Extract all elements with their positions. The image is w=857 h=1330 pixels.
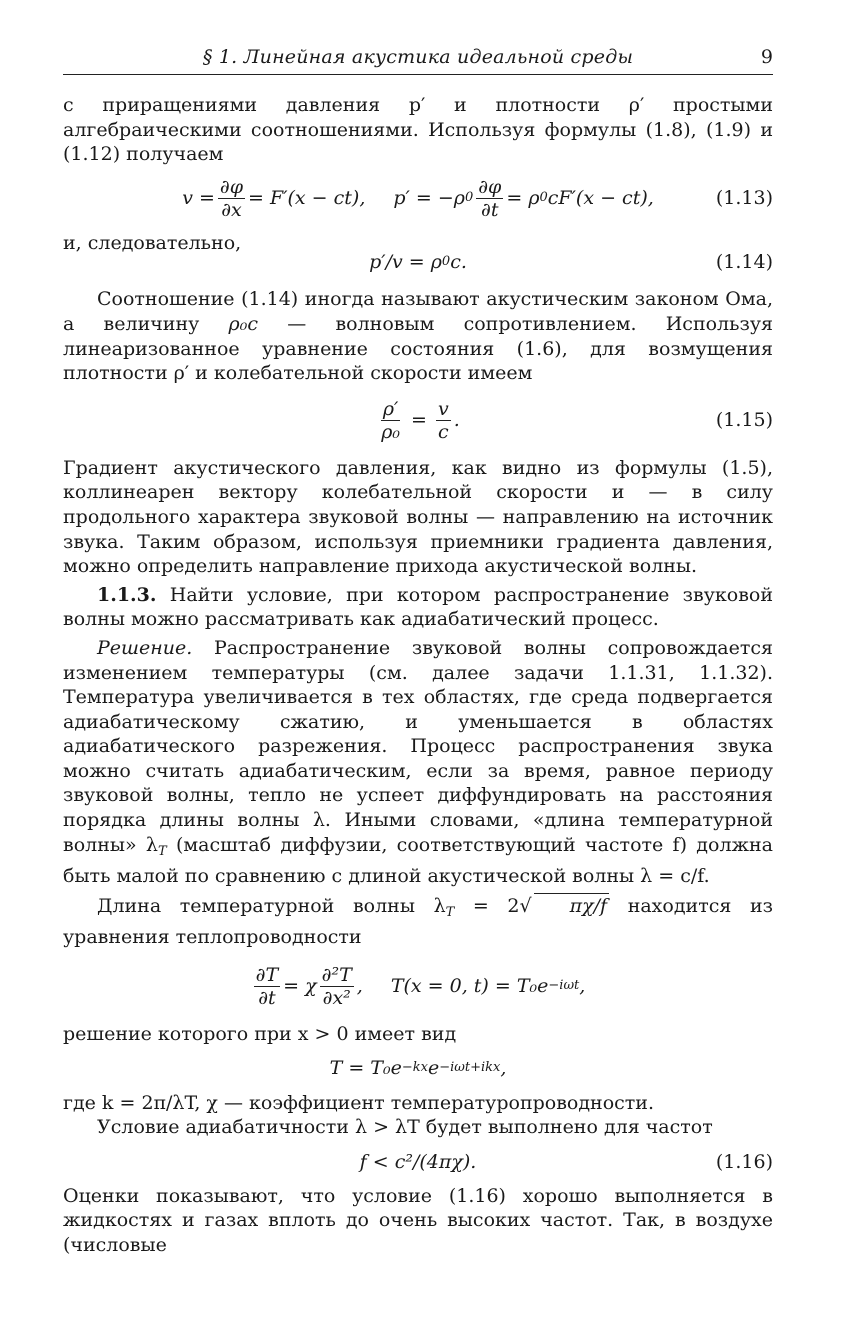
eq13-fraction [218,176,245,221]
eq13-end: = ρ [506,187,540,210]
eq15-top: ρ′ [382,398,399,421]
paragraph-9: где k = 2π/λT, χ — коэффициент температуропроводности. [63,1091,655,1114]
eq13-end2: cF′(x − ct), [547,187,654,210]
eq14-b: c. [450,251,467,274]
eq13-frac-bot: ∂x [221,199,242,222]
eq13-frac2-bot: ∂t [481,199,499,222]
body-text [63,93,773,1258]
paragraph-1: с приращениями давления p′ и плотности ρ′ простыми алгебраическими соотношениями. Используя формулы (1.8), (1.9) и (1.12) получаем [63,94,773,166]
eq15-bot: ρ₀ [381,421,400,444]
eq13-frac-top: ∂φ [219,176,244,199]
paragraph-11: Оценки показывают, что условие (1.16) хорошо выполняется в жидкостях и газах вплоть до очень высоких частот. Так, в воздухе (числовые [63,1184,773,1256]
paragraph-4: Градиент акустического давления, как видно из формулы (1.5), коллинеарен вектору колебательной скорости и — в силу продольного характера звуковой волны — направлению на источник звука. Таким образом, используя приемники градиента давления, можно определить направление прихода акустической волны. [63,456,773,578]
paragraph-3: Соотношение (1.14) иногда называют акустическим законом Ома, а величину ρ₀c — волновым сопротивлением. Используя линеаризованное уравнение состояния (1.6), для возмущения плотности ρ′ и колебательной скорости имеем [63,288,773,385]
eq15-top2: v [438,398,449,421]
equation-1-13: v = $\frac{\partial\varphi}{\partial x}$ = F′(x − ct), p′ = −ρ 0 $\frac{\partial\varphi}{\partial t}$ = ρ 0 cF′(x − ct), (1.13) [182,176,773,222]
eq13-sub0: 0 [464,190,474,206]
eq15-bot2: c [438,421,449,444]
paragraph-10: Условие адиабатичности λ > λT будет выполнено для частот [97,1116,713,1139]
paragraph-2: и, следовательно, [63,231,242,254]
eq13-fraction-2 [476,176,503,221]
equation-number-1-16: (1.16) [715,1150,773,1173]
eq13-mid: = F′(x − ct), [248,187,366,210]
problem-1-1-3: 1.1.3. Найти условие, при котором распространение звуковой волны можно рассматривать как адиабатический процесс. [63,583,773,631]
equation-heat: $\frac{\partial T}{\partial t}$ = χ $\frac{\text{∂²T}}{\text{∂x²}}$ , T(x = 0, t) = T₀e −iωt , [255,963,586,1009]
page-number: 9 [760,46,773,68]
equation-1-14: p′/v = ρ 0 c. (1.14) [369,251,773,274]
equation-1-16: f < c²/(4πχ). (1.16) [359,1150,773,1173]
solution-paragraph: Решение. Распространение звуковой волны сопровождается изменением температуры (см. далее задачи 1.1.31, 1.1.32). Температура увеличивается в тех областях, где среда подвергается адиабатическому сжатию, и уменьшается в областях адиабатического разрежения. Процесс распространения звука можно считать адиабатическим, если за время, равное периоду звуковой волны, тепло не успеет диффундировать на расстояния порядка длины волны λ. Иными словами, «длина температурной волны» $\lambda_T$ (масштаб диффузии, соответствующий частоте f) должна быть малой по сравнению с длиной акустической волны λ = c/f. [63,636,773,888]
equation-solution: T = T₀e −kx e −iωt+ikx , [329,1057,507,1080]
paragraph-8: решение которого при x > 0 имеет вид [63,1023,457,1046]
eq13-frac2-top: ∂φ [478,176,502,199]
eq14-a: p′/v = ρ [369,251,442,274]
section-title: § 1. Линейная акустика идеальной среды [202,46,634,68]
eq13-lhs: v = [182,187,215,210]
equation-1-15: $\frac{\rho'}{\text{ρ₀}}$ = $\frac{v}{c}$ . (1.15) [381,398,773,444]
page [63,40,773,1258]
eq13-p: p′ = −ρ [393,187,465,210]
equation-number-1-14: (1.14) [715,251,773,274]
solution-label: Решение. [97,636,193,659]
equation-number-1-13: (1.13) [715,187,773,210]
paragraph-7: Длина температурной волны $\lambda_T = 2√$ πχ/f находится из уравнения теплопроводности [63,894,773,949]
equation-number-1-15: (1.15) [715,409,773,432]
running-header [63,40,773,75]
problem-number: 1.1.3. [97,583,157,606]
